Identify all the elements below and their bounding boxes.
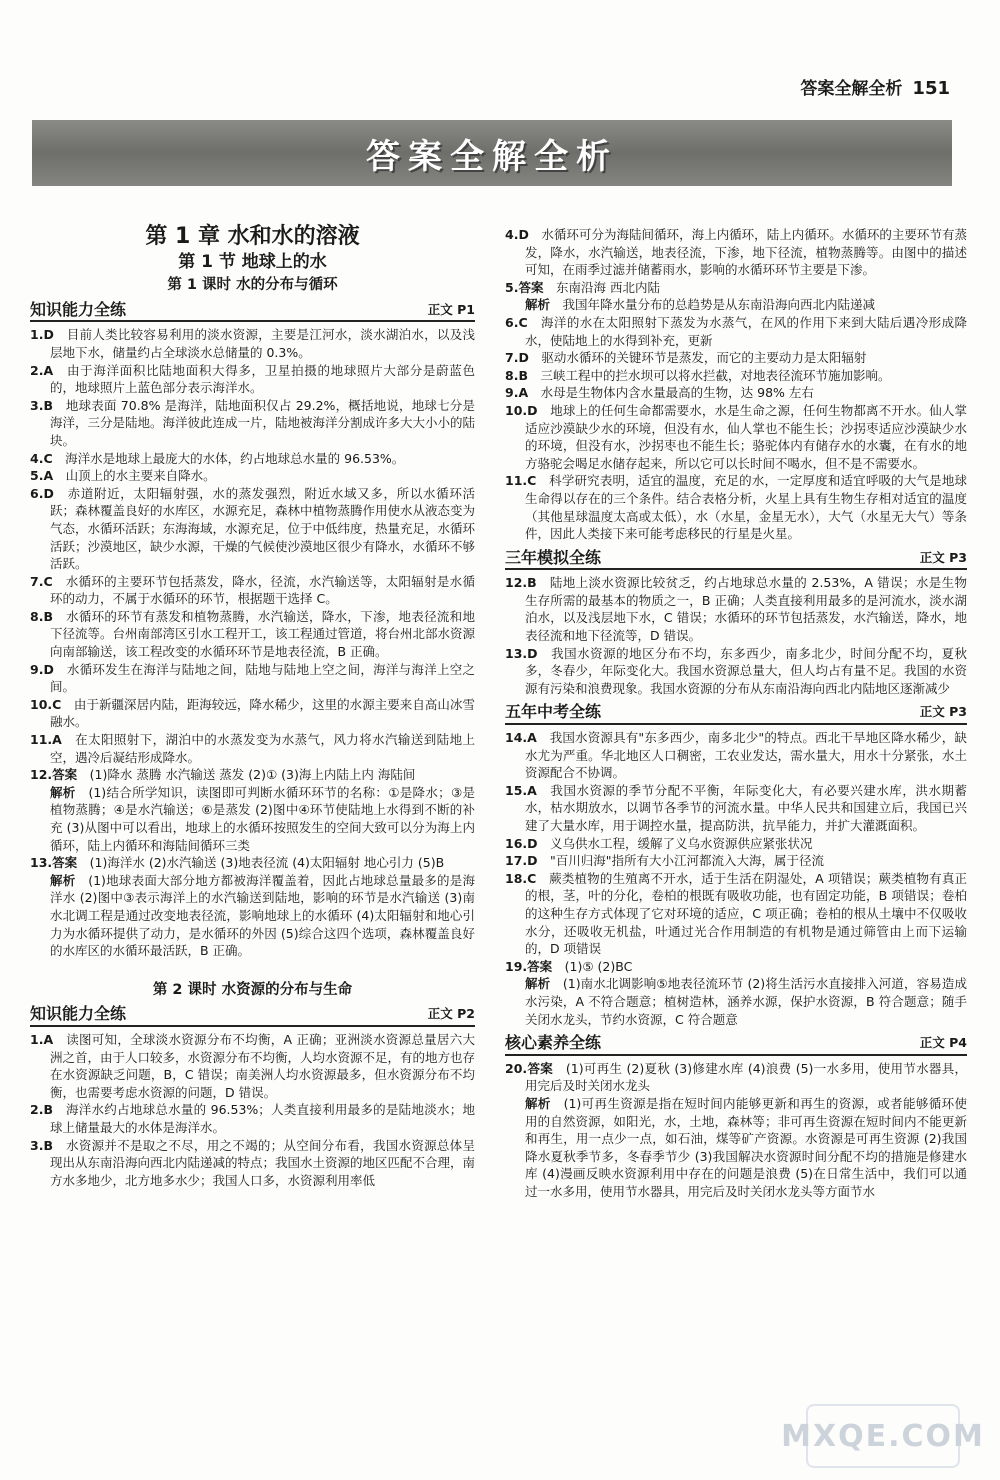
answer-item xyxy=(505,314,967,349)
item-text: 水母是生物体内含水量最高的生物，达 98% 左右 xyxy=(540,385,814,401)
item-number: 6.D xyxy=(30,485,54,501)
item-number: 15.A xyxy=(505,782,537,798)
answer-item xyxy=(30,854,475,872)
item-text: 科学研究表明，适宜的温度，充足的水，一定厚度和适宜呼吸的大气是地球生命得以存在的三个条件。结合表格分析，火星上具有生物生存相对适宜的温度（其他星球温度太高或太低），水（水星，金星无水），大气（水星无大气）等条件，因此人类接下来可能考虑移民的行星是火星。 xyxy=(525,473,967,542)
section-name: 五年中考全练 xyxy=(505,702,602,722)
item-text: 三峡工程中的拦水坝可以将水拦截，对地表径流环节施加影响。 xyxy=(540,367,891,383)
section-ref: 正文 P1 xyxy=(427,301,475,317)
left-column xyxy=(30,226,475,1189)
item-number: 5.答案 xyxy=(505,279,544,295)
analysis-label: 解析 xyxy=(525,976,551,992)
banner-title: 答案全解全析 xyxy=(366,136,618,177)
answer-item xyxy=(30,1031,475,1101)
section-ref: 正文 P3 xyxy=(919,549,967,565)
answer-item xyxy=(505,226,967,279)
item-text: 由于海洋面积比陆地面积大得多，卫星拍摄的地球照片大部分是蔚蓝色的，地球照片上蓝色部分表示海洋水。 xyxy=(50,362,475,396)
item-text: 水循环的环节有蒸发和植物蒸腾，水汽输送，降水，下渗，地表径流和地下径流等。台州南部湾区引水工程开工，该工程通过管道，将台州北部水资源向南部输送，该工程改变的水循环环节是地表径流，B 正确。 xyxy=(50,608,476,660)
item-number: 3.B xyxy=(30,1137,53,1153)
item-number: 4.D xyxy=(505,227,529,242)
item-number: 17.D xyxy=(505,853,538,869)
item-text: 海洋水约占地球总水量的 96.53%；人类直接利用最多的是陆地淡水；地球上储量最大的水体是海洋水。 xyxy=(50,1102,475,1135)
item-text: (1)可再生 (2)夏秋 (3)修建水库 (4)浪费 (5)一水多用，使用节水器具，用完后及时关闭水龙头 xyxy=(525,1060,967,1094)
section-ref: 正文 P2 xyxy=(427,1006,475,1022)
item-text: 驱动水循环的关键环节是蒸发，而它的主要动力是太阳辐射 xyxy=(541,350,867,366)
answer-item xyxy=(505,729,967,782)
item-text: 地球上的任何生命都需要水，水是生命之源，任何生物都离不开水。仙人掌适应沙漠缺少水的环境，但没有水，仙人掌也不能生长；沙拐枣适应沙漠缺少水的环境，但没有水，沙拐枣也不能生长；骆驼体内有储存水的水囊，在有水的地方骆驼会喝足水储存起来，所以它可以长时间不喝水，但不是不需要水。 xyxy=(525,402,967,471)
item-number: 5.A xyxy=(30,468,54,484)
item-number: 10.C xyxy=(30,696,62,712)
analysis xyxy=(505,1095,967,1201)
item-text: 由于新疆深居内陆，距海较远，降水稀少，这里的水源主要来自高山冰雪融水。 xyxy=(50,696,475,730)
analysis-text: (1)地球表面大部分地方都被海洋覆盖着，因此占地球总量最多的是海洋水 (2)图中③表示海洋上的水汽输送到陆地，影响的环节是水汽输送 (3)南水北调工程是通过改变地表径流，影响地球上的水循环 (4)太阳辐射和地心引力为水循环提供了动力，是水循环的外因 (5)综合这四个选项，森林覆盖良好的水库区的水循环最活跃，B 正确。 xyxy=(50,872,475,959)
section-heading xyxy=(505,549,967,571)
item-text: 我国水资源的季节分配不平衡，年际变化大，有必要兴建水库，洪水期蓄水，枯水期放水，以调节各季节的河流水量。中华人民共和国建立后，我国已兴建了大量水库，用于调控水量，提高防洪，抗旱能力，并扩大灌溉面积。 xyxy=(525,782,967,833)
item-number: 2.A xyxy=(30,362,54,378)
analysis-text: 我国年降水量分布的总趋势是从东南沿海向西北内陆递减 xyxy=(562,297,876,313)
item-number: 2.B xyxy=(30,1102,53,1118)
answer-item xyxy=(30,1137,475,1190)
answer-item xyxy=(30,696,475,731)
answer-item xyxy=(30,450,475,468)
item-text: (1)海洋水 (2)水汽输送 (3)地表径流 (4)太阳辐射 地心引力 (5)B xyxy=(89,855,445,871)
analysis-text: (1)南水北调影响⑤地表径流环节 (2)将生活污水直接排入河道，容易造成水污染，A 不符合题意；植树造林，涵养水源，保护水资源，B 符合题意；随手关闭水龙头，节约水资源，C 符合题意 xyxy=(525,976,967,1027)
item-number: 11.A xyxy=(30,732,62,748)
page-number: 151 xyxy=(912,78,950,99)
answer-item xyxy=(30,766,475,784)
analysis-text: (1)可再生资源是指在短时间内能够更新和再生的资源，或者能够循环使用的自然资源，如阳光，水，土地，森林等；非可再生资源在短时间内不能更新和再生，用一点少一点，如石油，煤等矿产资源。水资源是可再生资源 (2)我国降水夏秋季节多，冬春季节少 (3)我国解决水资源时间分配不均的措施是修建水库 (4)漫画反映水资源利用中存在的问题是浪费 (5)在日常生活中，我们可以通过一水多用，使用节水器具，用完后及时关闭水龙头等方面节水 xyxy=(525,1095,967,1199)
section-heading xyxy=(505,1034,967,1056)
item-number: 8.B xyxy=(505,367,528,383)
section-heading xyxy=(505,703,967,725)
answer-item xyxy=(505,349,967,367)
item-text: 义乌供水工程，缓解了义乌水资源供应紧张状况 xyxy=(550,835,813,851)
answer-item xyxy=(30,608,475,661)
analysis xyxy=(505,296,967,314)
right-column xyxy=(505,226,967,1200)
analysis-text: (1)结合所学知识，读图即可判断水循环环节的名称：①是降水；③是植物蒸腾；④是水汽输送；⑥是蒸发 (2)图中④环节使陆地上水得到不断的补充 (3)从图中可以看出，地球上的水循环按照发生的空间大致可以分为海上内循环，陆上内循环和海陆间循环三类 xyxy=(50,784,475,853)
item-text: (1)降水 蒸腾 水汽输送 蒸发 (2)① (3)海上内陆上内 海陆间 xyxy=(89,767,416,783)
chapter-title: 第 1 章 水和水的溶液 xyxy=(145,224,360,249)
analysis-label: 解析 xyxy=(50,872,76,888)
section-name: 知识能力全练 xyxy=(30,1004,127,1024)
section-name: 三年模拟全练 xyxy=(505,547,602,567)
analysis-label: 解析 xyxy=(525,297,551,313)
item-number: 9.A xyxy=(505,385,529,401)
section-heading xyxy=(30,301,475,323)
item-number: 7.C xyxy=(30,573,53,589)
item-number: 3.B xyxy=(30,397,53,413)
answer-item xyxy=(505,367,967,385)
analysis xyxy=(30,872,475,960)
item-text: 山顶上的水主要来自降水。 xyxy=(65,468,216,484)
answer-item xyxy=(505,958,967,976)
header-title: 答案全解全析 xyxy=(800,79,903,99)
answer-item xyxy=(30,362,475,397)
page-header xyxy=(800,74,950,99)
section-ref: 正文 P4 xyxy=(919,1035,967,1051)
section-title: 第 1 节 地球上的水 xyxy=(178,251,327,272)
answer-item xyxy=(30,573,475,608)
item-text: 蕨类植物的生殖离不开水，适于生活在阴湿处，A 项错误；蕨类植物有真正的根，茎，叶的分化，卷柏的根既有吸收功能，也有固定功能，B 项错误；卷柏的这种生存方式体现了它对环境的适应，C 项正确；卷柏的根从土壤中不仅吸收水分，还吸收无机盐，叶通过光合作用制造的有机物是通过筛管由上而下运输的，D 项错误 xyxy=(525,870,967,957)
answer-item xyxy=(505,782,967,835)
item-number: 1.A xyxy=(30,1031,54,1047)
item-number: 14.A xyxy=(505,730,537,746)
analysis xyxy=(30,784,475,854)
lesson-title: 第 1 课时 水的分布与循环 xyxy=(167,277,338,294)
item-text: 东南沿海 西北内陆 xyxy=(555,279,660,295)
item-text: 陆地上淡水资源比较贫乏，约占地球总水量的 2.53%，A 错误；水是生物生存所需的最基本的物质之一，B 正确；人类直接利用最多的是河流水，淡水湖泊水，以及浅层地下水，C 错误；水循环的环节包括蒸发，水汽输送，降水，地表径流和地下径流等，D 错误。 xyxy=(525,575,967,644)
lesson-title: 第 2 课时 水资源的分布与生命 xyxy=(152,981,353,998)
item-text: 我国水资源具有"东多西少，南多北少"的特点。西北干旱地区降水稀少，缺水尤为严重。华北地区人口稠密，工农业发达，需水量大，用水十分紧张，水土资源配合不协调。 xyxy=(525,730,967,781)
item-number: 19.答案 xyxy=(505,958,553,974)
item-number: 13.答案 xyxy=(30,855,78,871)
item-text: 水资源并不是取之不尽，用之不竭的；从空间分布看，我国水资源总体呈现出从东南沿海向西北内陆递减的特点；我国水土资源的地区匹配不合理，南方水多地少，北方地多水少；我国人口多，水资源利用率低 xyxy=(50,1137,476,1188)
item-number: 7.D xyxy=(505,350,529,366)
section-name: 知识能力全练 xyxy=(30,299,127,319)
item-text: (1)⑤ (2)BC xyxy=(564,958,633,974)
answer-item xyxy=(30,485,475,573)
answer-item xyxy=(505,384,967,402)
item-number: 12.B xyxy=(505,575,537,591)
item-text: 水循环发生在海洋与陆地之间，陆地与陆地上空之间，海洋与海洋上空之间。 xyxy=(50,661,475,695)
item-number: 6.C xyxy=(505,314,528,330)
section-ref: 正文 P3 xyxy=(919,704,967,720)
analysis-label: 解析 xyxy=(50,784,76,800)
item-number: 1.D xyxy=(30,327,54,343)
item-text: 海洋水是地球上最庞大的水体，约占地球总水量的 96.53%。 xyxy=(65,450,405,466)
section-name: 核心素养全练 xyxy=(505,1033,602,1053)
title-banner xyxy=(32,120,952,186)
item-number: 12.答案 xyxy=(30,767,78,783)
answer-item xyxy=(505,835,967,853)
item-number: 4.C xyxy=(30,450,53,466)
item-number: 16.D xyxy=(505,835,538,851)
item-number: 11.C xyxy=(505,473,537,489)
item-text: 赤道附近，太阳辐射强，水的蒸发强烈，附近水域又多，所以水循环活跃；森林覆盖良好的水库区，水源充足，森林中植物蒸腾作用使水从液态变为气态，水循环活跃；东海海域，水源充足，位于中低纬度，热量充足，水循环活跃；沙漠地区，缺少水源，干燥的气候使沙漠地区很少有降水，水循环不够活跃。 xyxy=(50,485,476,572)
answer-item xyxy=(505,870,967,958)
answer-item xyxy=(505,852,967,870)
item-text: 水循环可分为海陆间循环，海上内循环，陆上内循环。水循环的主要环节有蒸发，降水，水汽输送，地表径流，下渗，地下径流，植物蒸腾等。由图中的描述可知，在雨季过滤并储蓄雨水，影响的水循环环节主要是下渗。 xyxy=(525,227,967,278)
answer-item xyxy=(505,574,967,644)
item-text: 我国水资源的地区分布不均，东多西少，南多北少，时间分配不均，夏秋多，冬春少，年际变化大。我国水资源总量大，但人均占有量不足。我国的水资源有污染和浪费现象。我国水资源的分布从东南沿海向西北内陆地区逐渐减少 xyxy=(525,645,967,696)
answer-item xyxy=(505,1060,967,1095)
item-number: 20.答案 xyxy=(505,1060,554,1076)
item-number: 10.D xyxy=(505,402,538,418)
answer-item xyxy=(505,402,967,472)
answer-item xyxy=(30,326,475,361)
item-text: 地球表面 70.8% 是海洋，陆地面积仅占 29.2%，概括地说，地球七分是海洋，三分是陆地。海洋彼此连成一片，陆地被海洋分割成许多大大小小的陆块。 xyxy=(50,397,476,448)
item-number: 13.D xyxy=(505,645,538,661)
answer-item xyxy=(505,645,967,698)
item-text: 在太阳照射下，湖泊中的水蒸发变为水蒸气，风力将水汽输送到陆地上空，遇冷后凝结形成降水。 xyxy=(50,732,475,765)
analysis xyxy=(505,975,967,1028)
item-number: 8.B xyxy=(30,608,53,624)
item-text: 水循环的主要环节包括蒸发，降水，径流，水汽输送等，太阳辐射是水循环的动力，不属于水循环的环节，根据题干选择 C。 xyxy=(50,573,475,607)
answer-item xyxy=(30,467,475,485)
analysis-label: 解析 xyxy=(525,1095,551,1111)
answer-item xyxy=(30,397,475,450)
answer-item xyxy=(505,279,967,297)
item-text: "百川归海"指所有大小江河都流入大海，属于径流 xyxy=(550,853,825,869)
answer-item xyxy=(30,1101,475,1136)
item-number: 18.C xyxy=(505,870,537,886)
answer-item xyxy=(30,731,475,766)
item-number: 9.D xyxy=(30,661,54,677)
item-text: 读图可知，全球淡水资源分布不均衡，A 正确；亚洲淡水资源总量居六大洲之首，由于人口较多，水资源分布不均衡，人均水资源不足，有的地方也存在水资源缺乏问题，B，C 错误；南美洲人均水资源最多，但水资源分布不均衡，也需要考虑水资源的问题，D 错误。 xyxy=(50,1031,476,1100)
item-text: 目前人类比较容易利用的淡水资源，主要是江河水，淡水湖泊水，以及浅层地下水，储量约占全球淡水总储量的 0.3%。 xyxy=(50,327,475,360)
section-heading xyxy=(30,1005,475,1027)
item-text: 海洋的水在太阳照射下蒸发为水蒸气，在风的作用下来到大陆后遇冷形成降水，使陆地上的水得到补充，更新 xyxy=(525,314,967,348)
answer-item xyxy=(505,472,967,542)
answer-item xyxy=(30,661,475,696)
watermark-logo: MXQE.COM xyxy=(806,1404,960,1468)
